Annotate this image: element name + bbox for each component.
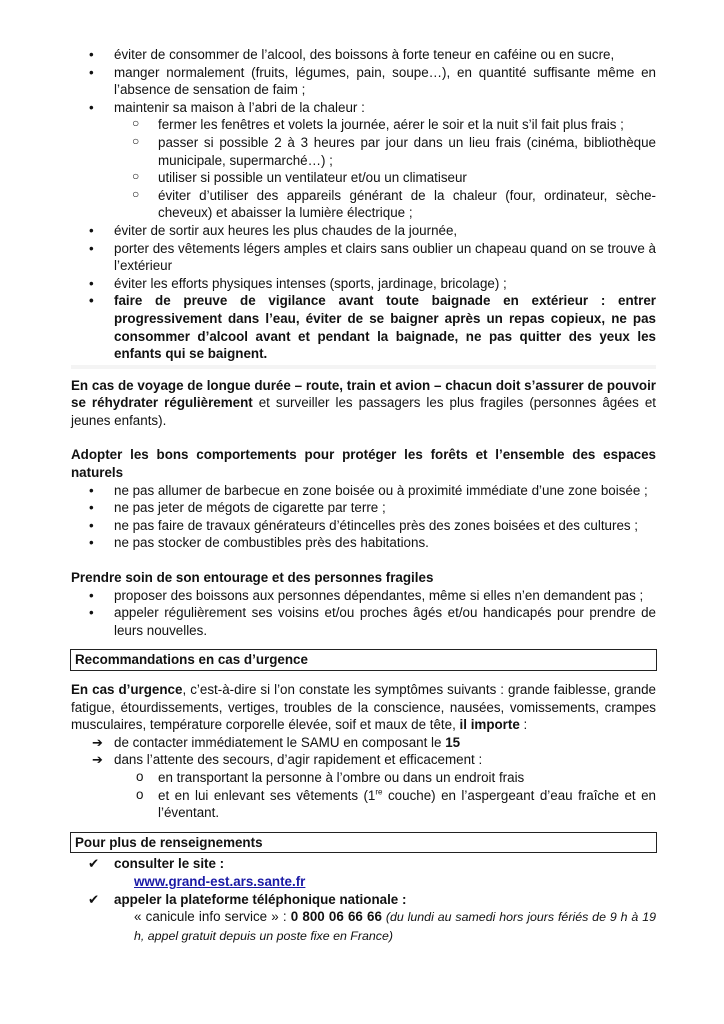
list-item: • proposer des boissons aux personnes dépendantes, même si elles n’en demandent pas ;	[89, 587, 644, 603]
sub-list-item: ○ passer si possible 2 à 3 heures par jour dans un lieu frais (cinéma, bibliothèque municipale, supermarché…) ;	[132, 133, 656, 168]
entourage-heading: Prendre soin de son entourage et des personnes fragiles	[71, 570, 434, 586]
bullet-icon: •	[89, 293, 94, 309]
bullet-icon: •	[89, 222, 94, 238]
urgence-sublist	[114, 769, 656, 822]
heat-advice-list	[71, 46, 656, 363]
list-item-bathing: • faire de preuve de vigilance avant toute baignade en extérieur : entrer progressivement dans l’eau, éviter de se baigner après un repas copieux, ne pas consommer d’alcool avant et pendant la baignade, ne pas quitter des yeux les enfants qui se baignent.	[89, 293, 656, 362]
bullet-icon: •	[89, 500, 94, 516]
forests-list	[71, 482, 656, 552]
phone-details: « canicule info service » : 0 800 06 66 66 (du lundi au samedi hors jours fériés de 9 h à 19 h, appel gratuit depuis un poste fixe en France)	[134, 909, 656, 943]
list-item: • ne pas jeter de mégots de cigarette par terre ;	[89, 500, 386, 516]
bullet-icon: •	[89, 275, 94, 291]
list-item: ➔ de contacter immédiatement le SAMU en composant le 15	[92, 734, 461, 750]
urgence-intro: En cas d’urgence, c’est-à-dire si l’on constate les symptômes suivants : grande faiblesse, grande fatigue, étourdissements, vertiges, troubles de la conscience, nausées, vomissements, crampes musculaires, température corporelle élevée, soif et maux de tête, il importe :	[71, 682, 657, 733]
list-item: • appeler régulièrement ses voisins et/ou proches âgés et/ou handicapés pour prendre de leurs nouvelles.	[89, 605, 656, 638]
sub-list-item: ○ fermer les fenêtres et volets la journée, aérer le soir et la nuit s’il fait plus frais ;	[132, 116, 624, 133]
arrow-right-icon: ➔	[92, 752, 103, 768]
urgence-actions-list	[71, 734, 656, 822]
list-item: ➔ dans l’attente des secours, d’agir rapidement et efficacement : o en transportant la personne à l’ombre ou dans un endroit frais o et en lui enlevant ses vêtements (1re couche) en l’aspergeant d’eau fraîche et en l’éventant.	[71, 751, 656, 821]
sub-list-item: ○ utiliser si possible un ventilateur et/ou un climatiseur	[132, 169, 467, 186]
info-list	[71, 855, 656, 873]
bullet-icon: •	[89, 587, 94, 603]
list-item: • manger normalement (fruits, légumes, pain, soupe…), en quantité suffisante même en l’absence de sensation de faim ;	[89, 64, 656, 98]
sub-list-item: o et en lui enlevant ses vêtements (1re couche) en l’aspergeant d’eau fraîche et en l’éventant.	[136, 786, 657, 821]
list-item: • éviter de sortir aux heures les plus chaudes de la journée,	[89, 222, 458, 238]
checkmark-icon: ✔	[88, 891, 100, 907]
bullet-icon: •	[89, 240, 94, 256]
circle-bullet-icon: o	[136, 768, 144, 784]
sub-list-item: ○ éviter d’utiliser des appareils générant de la chaleur (four, ordinateur, sèche-cheveux) et abaisser la lumière électrique ;	[132, 186, 656, 221]
list-item: • maintenir sa maison à l’abri de la chaleur : ○ fermer les fenêtres et volets la journée, aérer le soir et la nuit s’il fait plus frais ; ○ passer si possible 2 à 3 heures par jour dans un lieu frais (cinéma, bibliothèque municipale, supermarché…) ; ○ utiliser si possible un ventilateur et/ou un climatiseur ○ éviter d’utiliser des appareils générant de la chaleur (four, ordinateur, sèche-cheveux) et abaisser la lumière électrique ;	[71, 99, 656, 222]
arrow-right-icon: ➔	[92, 734, 103, 750]
samu-number: 15	[445, 734, 461, 750]
bullet-icon: •	[89, 535, 94, 551]
circle-bullet-icon: ○	[132, 116, 140, 131]
circle-bullet-icon: ○	[132, 169, 140, 184]
list-item: • ne pas stocker de combustibles près des habitations.	[89, 535, 429, 551]
info-section-title: Pour plus de renseignements	[70, 832, 657, 854]
list-item: ✔ appeler la plateforme téléphonique nationale :	[88, 891, 407, 907]
site-link-row	[71, 873, 656, 891]
travel-paragraph: En cas de voyage de longue durée – route, train et avion – chacun doit s’assurer de pouvoir se réhydrater régulièrement et surveiller les passagers les plus fragiles (personnes âgées et jeunes enfants).	[71, 377, 656, 428]
list-item: • porter des vêtements légers amples et clairs sans oublier un chapeau quand on se trouve à l’extérieur	[89, 240, 656, 274]
entourage-list	[71, 587, 656, 640]
list-item: • ne pas allumer de barbecue en zone boisée ou à proximité immédiate d’une zone boisée ;	[89, 482, 648, 498]
list-item: ✔ consulter le site :	[88, 856, 225, 872]
urgence-section-title: Recommandations en cas d’urgence	[70, 649, 657, 671]
bullet-icon: •	[89, 482, 94, 498]
forests-heading: Adopter les bons comportements pour protéger les forêts et l’ensemble des espaces naturels	[71, 447, 656, 481]
bullet-icon: •	[89, 64, 94, 80]
circle-bullet-icon: o	[136, 786, 144, 802]
circle-bullet-icon: ○	[132, 133, 140, 148]
bullet-icon: •	[89, 517, 94, 533]
bullet-icon: •	[89, 605, 94, 621]
ars-website-link[interactable]: www.grand-est.ars.sante.fr	[134, 873, 306, 889]
home-cooling-sublist	[114, 116, 656, 222]
sub-list-item: o en transportant la personne à l’ombre ou dans un endroit frais	[136, 768, 525, 785]
bullet-icon: •	[89, 47, 94, 62]
list-item: • éviter les efforts physiques intenses (sports, jardinage, bricolage) ;	[89, 275, 507, 291]
checkmark-icon: ✔	[88, 856, 100, 872]
shaded-divider	[71, 365, 656, 369]
list-item: • éviter de consommer de l’alcool, des boissons à forte teneur en caféine ou en sucre,	[89, 47, 615, 62]
list-item: • ne pas faire de travaux générateurs d’étincelles près des zones boisées et des cultures ;	[89, 517, 639, 533]
document-content	[71, 46, 656, 945]
bullet-icon: •	[89, 99, 94, 115]
phone-number: 0 800 06 66 66	[290, 909, 382, 925]
circle-bullet-icon: ○	[132, 186, 140, 201]
